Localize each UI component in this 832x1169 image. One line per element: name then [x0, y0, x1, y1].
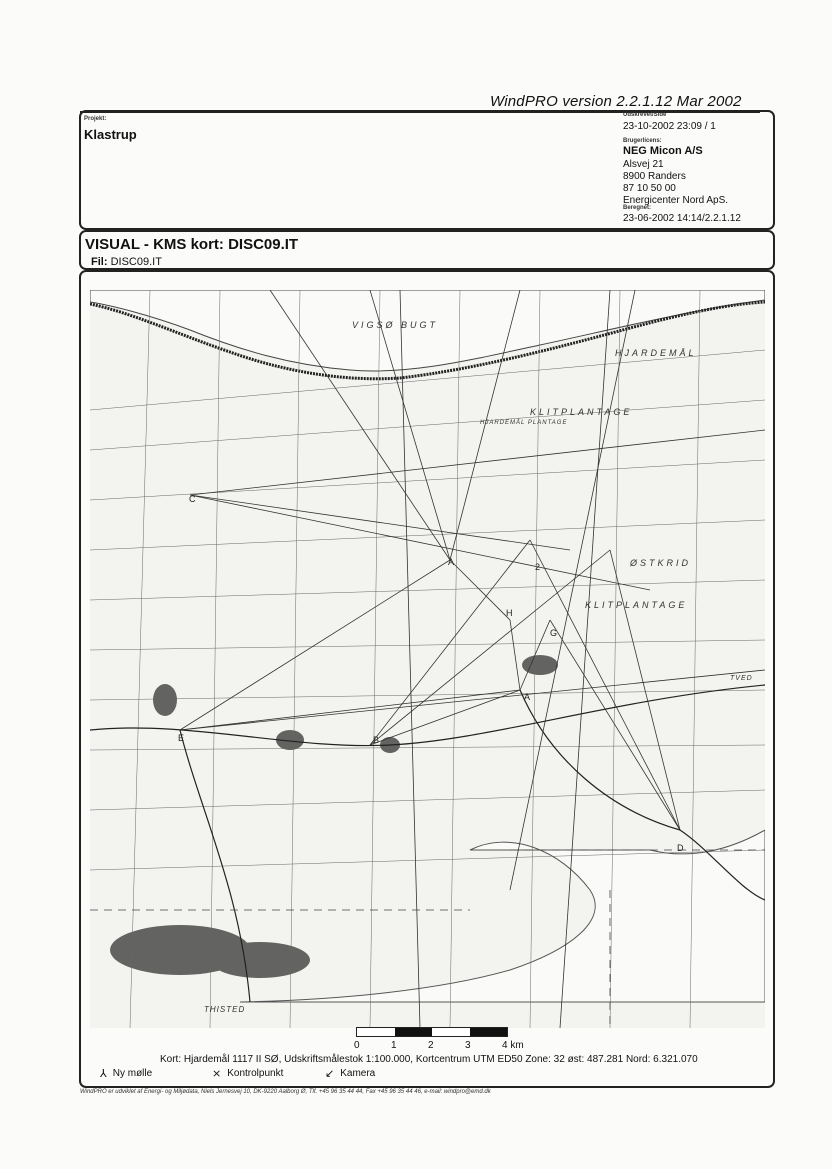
address-line2: 8900 Randers: [623, 171, 686, 182]
legend-ny-molle-label: Ny mølle: [112, 1068, 153, 1079]
projekt-value: Klastrup: [84, 127, 137, 142]
projekt-label: Projekt:: [84, 116, 107, 122]
map-label-hjardemal: HJARDEMÅL: [615, 348, 697, 358]
fil-label: Fil:: [91, 256, 108, 268]
file-line: [91, 256, 162, 268]
scale-tick-4: 4 km: [502, 1040, 524, 1051]
map-image: [90, 290, 765, 1028]
marker-a-2: A: [524, 692, 531, 702]
version-title: WindPRO version 2.2.1.12 Mar 2002: [490, 93, 742, 110]
address-line1: Alsvej 21: [623, 159, 664, 170]
map-label-thisted: THISTED: [204, 1005, 246, 1014]
marker-d: D: [677, 843, 684, 853]
wind-turbine-icon: ⅄: [100, 1068, 107, 1080]
map-label-tved: TVED: [730, 675, 753, 682]
map-label-vigso-bugt: VIGSØ BUGT: [352, 320, 439, 330]
scale-bar: [356, 1027, 508, 1037]
udskrevet-value: 23-10-2002 23:09 / 1: [623, 121, 716, 132]
map-info-text: Kort: Hjardemål 1117 II SØ, Udskriftsmålestok 1:100.000, Kortcentrum UTM ED50 Zone: 32 øst: 487.281 Nord: 6.321.070: [160, 1054, 698, 1065]
marker-b: B: [373, 735, 380, 745]
fil-value: DISC09.IT: [110, 256, 162, 268]
phone: 87 10 50 00: [623, 183, 676, 194]
legend-kontrolpunkt-label: Kontrolpunkt: [227, 1068, 284, 1079]
beregnet-label: Beregnet:: [623, 205, 652, 211]
scale-tick-1: 1: [391, 1040, 397, 1051]
footer-text: WindPRO er udviklet af Energi- og Miljødata, Niels Jernesvej 10, DK-9220 Aalborg Ø, Tlf. +45 96 35 44 44, Fax +45 96 35 44 46, e-mail: windpro@emd.dk: [80, 1089, 491, 1095]
map-label-ostkrid: ØSTKRID: [630, 558, 692, 568]
legend-ny-molle: [100, 1067, 152, 1080]
marker-e: E: [178, 733, 185, 743]
company-name: NEG Micon A/S: [623, 145, 703, 157]
marker-2: 2: [535, 562, 541, 572]
topographic-map: [90, 290, 765, 1028]
scale-tick-0: 0: [354, 1040, 360, 1051]
scale-tick-2: 2: [428, 1040, 434, 1051]
brugerlicens-label: Brugerlicens:: [623, 138, 662, 144]
page-title: VISUAL - KMS kort: DISC09.IT: [85, 236, 299, 253]
scale-tick-3: 3: [465, 1040, 471, 1051]
marker-g: G: [550, 628, 558, 638]
legend-kamera: [325, 1067, 375, 1080]
beregnet-value: 23-06-2002 14:14/2.2.1.12: [623, 213, 741, 224]
udskrevet-label: Udskrevet/Side: [623, 112, 667, 118]
legend-kamera-label: Kamera: [340, 1068, 376, 1079]
camera-icon: ↙: [325, 1068, 335, 1080]
map-label-klitplantage: KLITPLANTAGE: [530, 407, 633, 417]
legend-kontrolpunkt: [212, 1067, 283, 1080]
map-label-klitplantage-2: KLITPLANTAGE: [585, 600, 688, 610]
marker-c: C: [189, 494, 196, 504]
map-label-hjardemal-plantage: HJARDEMÅL PLANTAGE: [480, 420, 568, 426]
marker-a: A: [448, 557, 455, 567]
control-point-icon: ⨯: [212, 1068, 222, 1080]
energicenter: Energicenter Nord ApS.: [623, 195, 729, 206]
marker-h: H: [506, 608, 513, 618]
